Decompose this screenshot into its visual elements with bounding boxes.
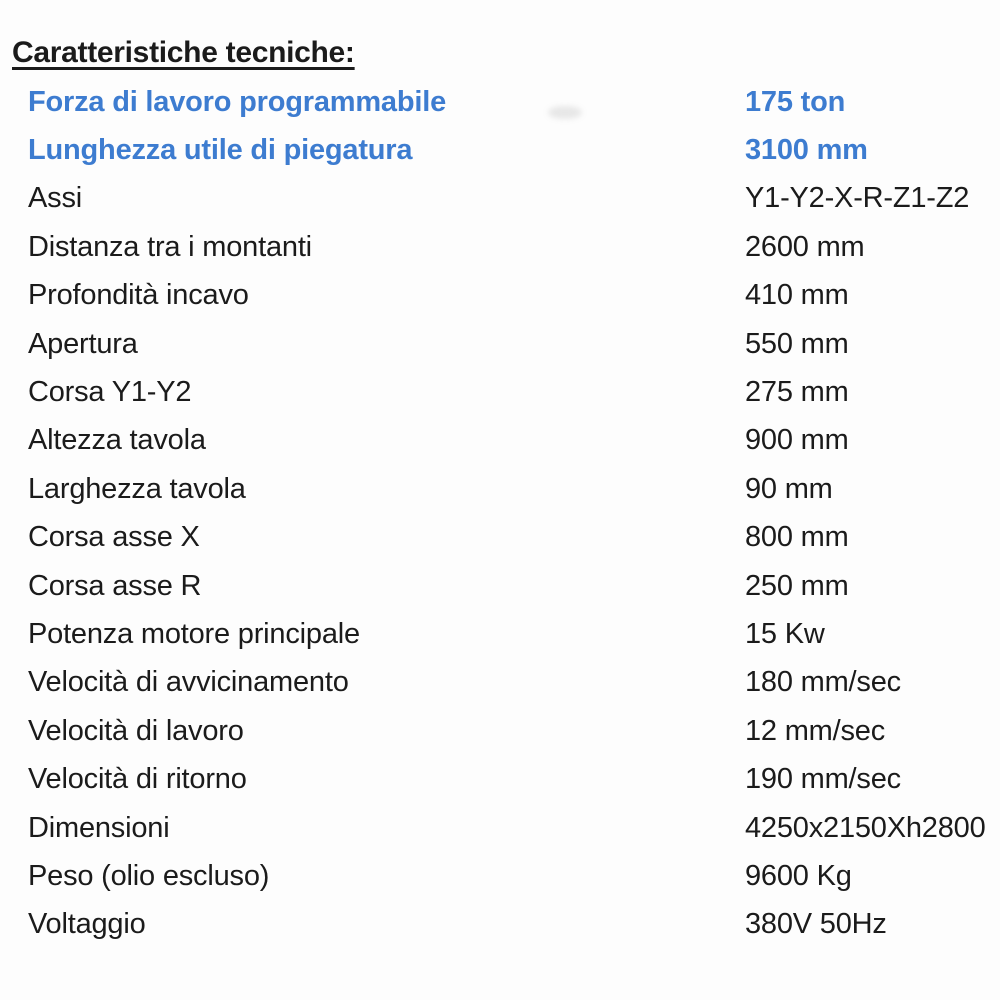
spec-value: Y1-Y2-X-R-Z1-Z2 (745, 182, 970, 215)
spec-row (28, 368, 1000, 416)
spec-value: 180 mm/sec (745, 666, 901, 699)
spec-label: Distanza tra i montanti (28, 230, 312, 263)
spec-label: Velocità di lavoro (28, 714, 244, 747)
spec-row (28, 901, 1000, 949)
spec-value: 3100 mm (745, 134, 868, 167)
spec-value: 275 mm (745, 376, 849, 409)
spec-value: 4250x2150Xh2800 (745, 811, 986, 844)
spec-value: 410 mm (745, 279, 849, 312)
spec-row (28, 610, 1000, 658)
spec-value: 900 mm (745, 424, 849, 457)
spec-row (28, 175, 1000, 223)
spec-value: 250 mm (745, 569, 849, 602)
spec-label: Potenza motore principale (28, 617, 360, 650)
spec-row (28, 659, 1000, 707)
spec-label: Voltaggio (28, 908, 146, 941)
spec-label: Forza di lavoro programmabile (28, 85, 447, 118)
spec-value: 9600 Kg (745, 859, 852, 892)
spec-label: Apertura (28, 327, 138, 360)
spec-row (28, 804, 1000, 852)
page-title: Caratteristiche tecniche: (12, 36, 355, 69)
spec-row (28, 223, 1000, 271)
spec-label: Altezza tavola (28, 424, 206, 457)
spec-value: 550 mm (745, 327, 849, 360)
spec-value: 12 mm/sec (745, 714, 886, 747)
spec-row (28, 707, 1000, 755)
spec-value: 800 mm (745, 521, 849, 554)
spec-row (28, 272, 1000, 320)
spec-value: 90 mm (745, 472, 833, 505)
spec-label: Corsa asse R (28, 569, 202, 602)
spec-label: Dimensioni (28, 811, 170, 844)
spec-row (28, 514, 1000, 562)
spec-row (28, 562, 1000, 610)
spec-label: Peso (olio escluso) (28, 859, 270, 892)
spec-row (28, 465, 1000, 513)
spec-label: Profondità incavo (28, 279, 249, 312)
spec-row (28, 78, 1000, 126)
spec-label: Assi (28, 182, 82, 215)
spec-row (28, 320, 1000, 368)
spec-label: Velocità di ritorno (28, 763, 247, 796)
spec-value: 190 mm/sec (745, 763, 901, 796)
spec-label: Lunghezza utile di piegatura (28, 134, 413, 167)
spec-row (28, 126, 1000, 174)
spec-row (28, 852, 1000, 900)
spec-label: Velocità di avvicinamento (28, 666, 349, 699)
spec-value: 15 Kw (745, 617, 825, 650)
spec-value: 175 ton (745, 85, 846, 118)
spec-value: 2600 mm (745, 230, 865, 263)
spec-table (28, 78, 1000, 949)
spec-label: Corsa asse X (28, 521, 200, 554)
spec-row (28, 755, 1000, 803)
spec-value: 380V 50Hz (745, 908, 887, 941)
spec-label: Corsa Y1-Y2 (28, 376, 192, 409)
spec-label: Larghezza tavola (28, 472, 246, 505)
spec-row (28, 417, 1000, 465)
